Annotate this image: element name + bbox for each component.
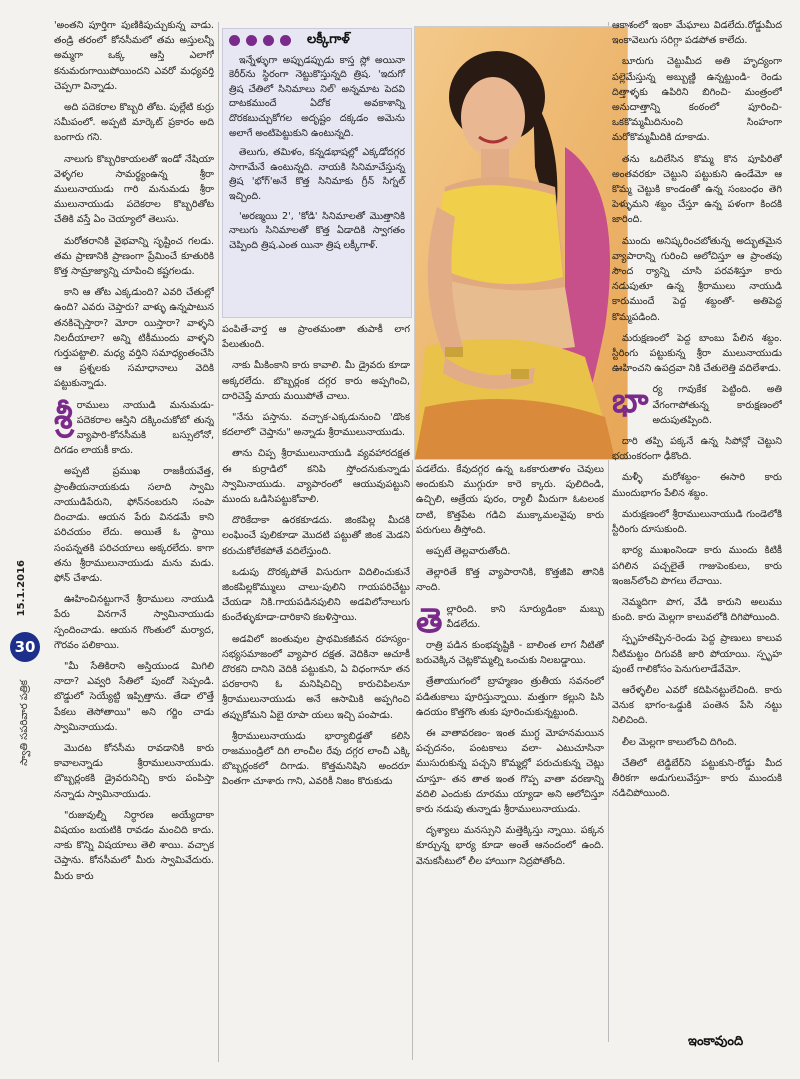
dropcap-letter: తె	[416, 600, 443, 641]
photo-illustration	[415, 27, 627, 459]
paragraph: మరుక్షణంలో శ్రీరాములునాయుడి గుండెలోకి స్టీరింగు దూసుకుంది.	[612, 508, 782, 536]
paragraph: ఇన్నేళ్ళుగా అప్పుడప్పుడు కాస్త స్లో అయినా కెరీర్‌ను స్థిరంగా నెట్టుకొస్తున్నది త్రిష. 'ఇదుగో త్రిష చేతిలో సినిమాలు నిల్' అన్నమాట పెదవి దాటకముందే ఏదోక అవకాశాన్ని దొరకబుచ్చుకోగల అదృష్టం దక్కడం అమెను అలాగే అంటిపెట్టుకుని ఉంటున్నది.	[229, 54, 405, 139]
dropcap-text: ర్య గావుకేక పెట్టింది. అతి వేగంగాపోతున్న కారుక్షణంలో అదుపుతప్పింది.	[652, 384, 782, 426]
paragraph: "మీ సేతికిరాని అస్తియుండ మిగిలి నాదా? ఎవ్వరి సేతిలో పుందో సెప్పండి. బొడ్డులో సెయ్యేట్టి ఇప్పిత్తాను. తేడా లొత్తే పేకలు తెసోతాయి" అని గర్జిం చాడు స్వామినాయుడు.	[54, 660, 214, 733]
article-column-4	[612, 18, 782, 1038]
bullet-dot-icon	[280, 35, 291, 46]
paragraph: దారి తప్పి పక్కనే ఉన్న సిపోన్లో చెట్టుని భయంకరంగా ఢీకొంది.	[612, 436, 782, 463]
paragraph: మొదట కోనసీమ రావడానికి కారు కావాలన్నాడు శ్రీరాములునాయుడు. బొబ్బర్లంకకి డ్రైవరునిచ్చి కారు పంపిస్తా నన్నాడు స్వామినాయుడు.	[54, 742, 214, 800]
paragraph: 'అరణ్మయి 2', 'కోడి' సినిమాలతో మొత్తానికి నాలుగు సినిమాలతో కొత్త ఏడాదికి స్వాగతం చెప్పింది త్రిష.ఎంత యినా త్రిష లక్కీగాళ్.	[229, 210, 405, 251]
paragraph: "రుజువుల్నీ నిర్ధారణ అయ్యేదాకా విషయం బయటికి రావడం మంచిది కాదు. నాకు కొన్ని విషయాలు తెలి శాయి. వచ్చాక చెప్తాను. కోనసీమలో మీరు స్వామివేదురు. మీరు కారు	[54, 809, 214, 882]
paragraph: లీల మెల్లగా కాలులోంచి దిగింది.	[622, 736, 737, 748]
paragraph: అప్పటే తెల్లవారుతోంది.	[426, 546, 511, 558]
paragraph: తను ఒదిలేసిన కొమ్మ కొన పూపిరితో అంతవరకూ చెట్టుని పట్టుకుని ఉండేమో ఆ కొమ్మ చెట్టుకి కాండంతో ఉన్న సంబంధం తెగి పెళ్ళుమని శబ్దం చేస్తూ ఉన్న పళంగా కిందకి జారింది.	[612, 153, 782, 226]
dropcap-paragraph	[416, 600, 604, 641]
paragraph: ఆకాశంలో ఇంకా మేఘాలు విడలేదు.రోడ్డుమీద ఇంకావెలుగు సరిగ్గా పడపోత కాలేదు.	[612, 20, 782, 47]
paragraph: అడవిలో జంతువుల ప్రాథమికజీవన రహస్యం- సభ్యసమాజంలో వ్యాపార దక్షత. వెదికినా ఆచూకీ దొరకని దానిని వెదికి పట్టుకుని, ఏ విధంగానూ తన పరకారాని ఓ మనిషిచిచ్చి కారుచిపిలనూ శ్రీరాములునాయుడు అనే ఆసామికి అప్పగించి తప్పుకోమని ఏబై రూపా యలు ఇచ్చి పంపాడు.	[222, 633, 410, 721]
paragraph: ఈ వాతావరణం- ఇంత ముగ్ధ మోహనమయిన పచ్చదనం, పంటకాలు వలా- ఎటుచూసినా ముసురుకున్న పచ్చని కొమ్మల్లో పరుచుకున్న చెట్లు చూస్తూ- తన తాత ఇంత గొప్ప వాతా వరణాన్ని వదిలి ఎందుకు దూరము య్యాడా అని ఆలోచిస్తూ కారు నడుపు తున్నాడు శ్రీరాములునాయుడు.	[416, 728, 604, 816]
issue-date: 15.1.2016	[16, 560, 27, 617]
box-title: లక్కీగాళ్	[307, 32, 350, 47]
paragraph: నెమ్మదిగా పొగ, వేడి కారుని అలుము కుంది. కారు మెల్లగా కాలువలోకి దిగిపోయింది.	[612, 596, 782, 624]
sidebar-news-box	[222, 28, 412, 318]
paragraph: శ్రీరాములునాయుడు భార్యాబిడ్డతో కలిసి రాజముండ్రిలో దిగి లాంచీల రేవు దగ్గర లాంచీ ఎక్కి బొబ్బర్లంకలో దిగాడు. కొత్తమనిషిని అందరూ వింతగా చూశారు గాని, ఎవరికీ నిజం కొరుకుడు	[222, 730, 410, 788]
paragraph: చేతిలో టెడ్డిబేర్‌ని పట్టుకుని-రోడ్డు మీద తీరికగా అడుగులువేస్తూ- కారు ముందుకి నడిచిపోయింది.	[612, 757, 782, 800]
paragraph: మళ్ళీ మరోశబ్దం- ఈసారి కారు ముందుభాగం పేలిన శబ్దం.	[612, 472, 782, 499]
paragraph: పంపితే-వార్త ఆ ప్రాంతమంతా తుపాకీ లాగ పేలుతుంది.	[222, 324, 410, 351]
paragraph: తాను చిప్ప శ్రీరాములునాయుడి వ్యవహారదక్షత ఈ కుర్రాడిలో కనిపి స్తోందనుకున్నాడు స్వామినాయుడు. వ్యాపారంలో ఆయువుపట్టుని ముందు ఒడిసిపట్టుకోవాలి.	[222, 448, 410, 506]
paragraph: అది పదెకరాల కొబ్బరి తోట. పుల్లేటి కుర్రు సమీపంలో. అప్పటి మార్కెట్ ప్రకారం అది బంగారు గని.	[54, 102, 214, 144]
to-be-continued: ఇంకావుంది	[688, 1034, 744, 1049]
paragraph: స్పృహతప్పిన-రెండు పెద్ద ప్రాణులు కాలువ నీటిమట్టం దిగువకి జారి పోయాయి. స్పృహ పుంటే గాలికోసం పెనుగులాడేవేమో.	[612, 633, 782, 675]
paragraph: "నేను పస్తాను. వచ్చాక-ఎక్కడునుంచి 'డొంక కదలాలో' చెప్తాను" అన్నాడు శ్రీరాములునాయుడు.	[222, 412, 410, 439]
paragraph: భార్య ముఖంనిండా కారు ముందు కిటికీ పగిలిన పచ్చలైతే గాజుపెంకులు, కారు ఇంజన్‌లోంచి పొగలు లేచాయి.	[612, 545, 782, 587]
paragraph: మరోతరానికి వైభవాన్ని సృష్టించ గలడు. తమ ప్రాణానికి ప్రాణంగా ప్రేమించే కూతురికి కొత్త సామ్రాజ్యాన్ని చూపించి కష్టగలడు.	[54, 235, 214, 278]
paragraph: 'అంతని పూర్తిగా పుణికిపుచ్చుకున్న వాడు. తండ్రి తరంలో కోనసీమలో తమ అస్తులన్నీ అమ్మగా ఒక్క ఆస్తి ఎలాగో కనుమరుగాయిపోయిందని ఎవరో మధ్యవర్తి చెప్పగా విన్నాడు.	[54, 20, 214, 92]
publication-name: స్వాతి సపరివార పత్రిక	[19, 680, 30, 766]
paragraph: నాలుగు కొబ్బరికాయలతో ఇండో నేషియా వెళ్ళగల సామర్థ్యంఉన్న శ్రీరా ములునాయుడు గారి మనుమడు శ్రీరా ములునాయుడు పదెకరాల కొబ్బరితోట చేతికి వస్తే ఏం చెయ్యాలో తెలుసు.	[54, 153, 214, 226]
dropcap-letter: శ్రీ	[54, 396, 73, 437]
article-column-3	[416, 462, 604, 1062]
paragraph: దొరికేదాకా ఉరకకూడదు. జింకపిల్ల మీదకి లంఘించే పులికూడా మొదటి పట్టుతో జింక మెడని కరుచుకోలేకపోతే వదిలేస్తుంది.	[222, 515, 410, 557]
paragraph: ఆరేళ్ళలీల ఎవరో కదిపినట్టులేచింది. కారు వెనుక భాగం-ఒడ్డుకి పంతెన పేసి నట్టు నిలిచింది.	[612, 684, 782, 727]
paragraph: త్రేతాయుగంలో బ్రాహ్మణం త్రుతీయ సవనంలో పడితుకాలు పూరిస్తున్నాయి. మత్తుగా కల్లుని పిసి ఉదయం కొత్తగొం తుకు పూరించుకున్నట్టుంది.	[416, 676, 604, 718]
bullet-dot-icon	[229, 35, 240, 46]
bullet-dot-icon	[263, 35, 274, 46]
paragraph: నాకు మీకింకాని కారు కావాలి. మీ డ్రైవరు కూడా అక్కరలేదు. బొబ్బర్లంక దగ్గర కారు అప్పగించి, దారిచెప్తే మాయ మయిపోతే చాలు.	[222, 360, 410, 402]
dropcap-paragraph	[612, 382, 782, 428]
paragraph: బూరుగు చెట్టుమీద అతి హృద్యంగా పల్లెమేస్తున్న అబ్బుణ్ణి ఉన్నట్టుండి- రెండు దిత్తాళ్ళకు ఉపిరిని బిగించి- మంత్రంలో అనుదాత్తాన్ని కంఠంలో పూరించి- ఒకకొమ్మమీదినుంచి సింహంగా మరోకొమ్మమీదికి దూకాడు.	[612, 56, 782, 144]
paragraph: పడలేదు. కేవుదగ్గర ఉన్న ఒకకారుతాళం చెవులు అందుకుని ముగ్గురూ కారె క్కారు. పులిదిండి, ఉచ్చిలి, ఆత్రేయ పురం, ర్యాలీ మీదుగా ఓటలంక దాటి, కొత్తపేట గడిచి ముక్కామలవైపు కారు పరుగులు తీస్తోంది.	[416, 464, 604, 536]
dropcap-text: ల్లారింది. కాని సూర్యుడింకా మబ్బు వీడలేదు.	[446, 603, 604, 630]
column-divider	[412, 460, 413, 1060]
paragraph: రాత్రి పడిన కుంభవృష్టికి - బాలింత లాగ నీటితో బరువెక్కిన చెట్లకొమ్మల్ని ఒంచుకు నిలబడ్డాయి.	[416, 640, 604, 667]
paragraph: తెల్లారితే కొత్త వ్యాపారానికి, కొత్తజీవి తానికి నాంది.	[416, 567, 604, 594]
box-header	[229, 33, 405, 48]
actress-photo	[414, 26, 628, 460]
paragraph: దృశ్యాలు మనస్సుని మత్తెక్కిస్తు న్నాయి. పక్కన కూర్చున్న భార్య కూడా అంతే ఆనందంలో ఉంది. వెనుకసీటులో లీల హాయిగా నిద్రపోతోంది.	[416, 825, 604, 867]
dropcap-letter: భా	[612, 381, 649, 422]
dropcap-text: రాములు నాయుడి మనుమడు-పదెకరాల ఆస్తిని దక్కించుకోబో తున్న వ్యాపారి-కోనసీమకి బస్సులోనో, దిగడం లాయకీ కాదు.	[54, 399, 214, 457]
paragraph: ఊహించినట్టుగానే శ్రీరాములు నాయుడి పేరు వినగానే స్వామినాయుడు స్పందించాడు. ఆయన గొంతులో మర్యాద, గౌరవం పలికాయి.	[54, 594, 214, 651]
column-divider	[218, 22, 219, 1062]
paragraph: అప్పటి ప్రముఖ రాజకీయవేత్త, ప్రాంతీయనాయకుడు సలాది స్వామి నాయుడిపేరుని, ఫోన్‌నంబరుని సంపా దించాడు. ఆయన పేరు వినడమే కాని పరిచయం లేదు. అయితే ఓ స్థాయి సంపన్నతకి పరిచయాలు అక్కరలేదు. కాగా తను శ్రీరాములునాయుడు మను మడు. ఫోన్ చేశాడు.	[54, 466, 214, 584]
article-column-1	[54, 18, 214, 1058]
page-sidebar	[6, 560, 46, 1060]
paragraph: మరుక్షణంలో పెద్ద బాంబు పేలిన శబ్దం. స్టీరింగు పట్టుకున్న శ్రీరా ములునాయుడు ఊహించని ఉపద్రవా నికి చేతులెత్తి వదిలేశాడు.	[612, 332, 782, 375]
article-column-2	[222, 322, 410, 1062]
paragraph: తెలుగు, తమిళం, కన్నడభాషల్లో ఎక్కడోదగ్గర సాగామేనే ఉంటున్నది. నాయకి సినిమాచేస్తున్న త్రిష 'భోగ్'అనే కొత్త సినిమాకు గ్రీన్ సిగ్నల్ ఇచ్చింది.	[229, 147, 405, 202]
page-number-badge: 30	[10, 632, 40, 662]
paragraph: ముందు అనిష్కరించబోతున్న అద్భుతమైన వ్యాపారాన్ని గురించి ఆలోచిస్తూ ఆ ప్రాంతపు సౌంద ర్యాన్ని చూసి పరవశిస్తూ కారు నడుపుతూ ఉన్న శ్రీరాములు నాయుడి కారుముందే పెద్ద శబ్దంతో- అతిపెద్ద కొమ్మపడింది.	[612, 235, 782, 323]
paragraph: కాని ఆ తోట ఎక్కడుంది? ఎవరి చేతుల్లో ఉంది? ఎవరు చెప్తారు? వాళ్ళు ఉన్నపాటున తనకిచ్చెస్తారా? మోరా యిస్తారా? వాళ్ళని నిలదీయాలా? అన్ని టికీముందు వాళ్ళని గుర్తుపట్టాలి. మధ్య వర్తిని సమాధ్యంతంచేసి ఆ ప్రశ్నలకు సమాధానాలు వెదికి పట్టుకున్నాడు.	[54, 287, 214, 390]
paragraph: ఒడుపు దొరక్కపోతే విసురుగా విదిలించుకునే జింకపిల్లకొమ్ములు చాలు-పులిని గాయపరిచేట్టు చేయడా నికి.గాయపడినపులిని అడవిలోనాలుగు కుందేళ్ళుకూడా-దారికాని కబళిస్తాయి.	[222, 566, 410, 624]
dropcap-paragraph	[54, 398, 214, 459]
bullet-dot-icon	[246, 35, 257, 46]
